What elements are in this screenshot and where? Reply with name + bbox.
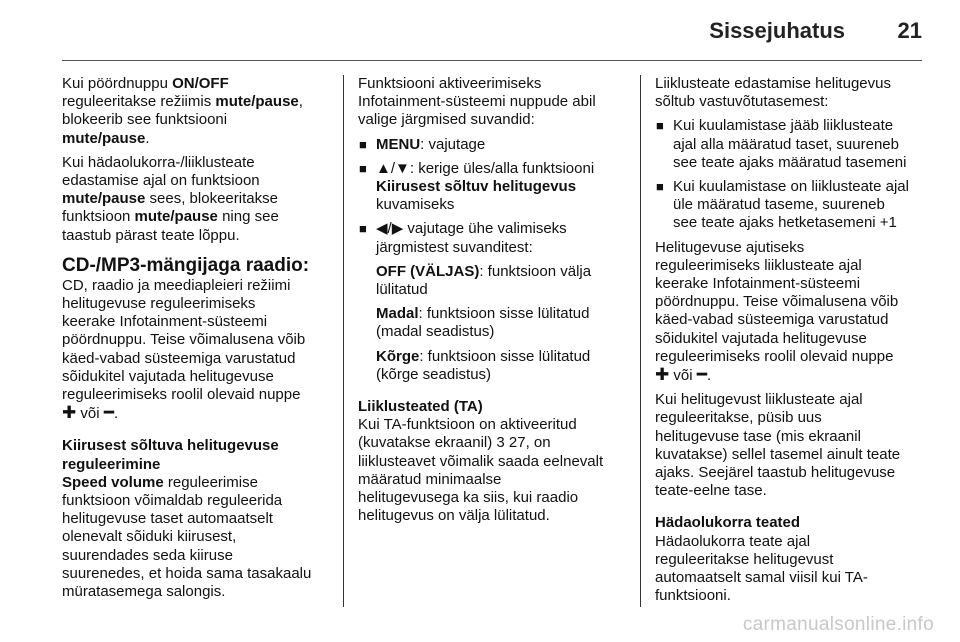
heading-cd-mp3-radio: CD-/MP3-mängijaga raadio: — [62, 254, 310, 276]
page-reference-icon[interactable]: 3 — [496, 434, 505, 452]
paragraph-emergency-mute: Kui hädaolukorra-/liiklusteate edastamise ajal on funktsioon mute/pause sees, blokeeritakse funktsioon mute/pause ning see taastub pärast teate lõppu. — [62, 153, 279, 244]
left-right-arrows-icon: ◀/▶ — [376, 220, 404, 238]
column-separator — [343, 75, 344, 607]
bullet-square-icon: ■ — [359, 136, 367, 152]
column-3 — [655, 75, 927, 611]
bullet-square-icon: ■ — [359, 221, 367, 237]
section-title: Sissejuhatus — [709, 18, 845, 43]
heading-speed-volume: Kiirusest sõltuva helitugevuse reguleerimine — [62, 437, 279, 473]
option-off: OFF (VÄLJAS): funktsioon välja lülitatud — [376, 262, 592, 299]
list-item: ■ ▲/▼: kerige üles/alla funktsiooni Kiirusest sõltuv helitugevus kuvamiseks — [359, 159, 595, 214]
option-low: Madal: funktsioon sisse lülitatud (madal seadistus) — [376, 305, 590, 341]
list-item: ■ Kui kuulamistase jääb liiklusteate ajal alla määratud taset, suureneb see teate ajaks määratud tasemeni — [656, 117, 907, 171]
column-separator — [640, 75, 641, 607]
page-number: 21 — [897, 18, 922, 43]
paragraph-ta-volume-intro: Liiklusteate edastamise helitugevus sõltub vastuvõtutasemest: — [655, 75, 891, 111]
paragraph-volume-adjust: CD, raadio ja meediapleieri režiimi helitugevuse reguleerimiseks keerake Infotainment-süsteemi pöördnuppu. Teise võimalusena võib käed-vabad süsteemiga varustatud sõidukitel vajutada helitugevuse reguleerimiseks roolil olevaid nuppe ✚ või ━. — [62, 276, 306, 423]
bullet-square-icon: ■ — [656, 118, 664, 134]
option-high: Kõrge: funktsioon sisse lülitatud (kõrge seadistus) — [376, 347, 591, 383]
column-2 — [358, 75, 636, 531]
paragraph-on-off: Kui pöördnuppu ON/OFF reguleeritakse režiimis mute/pause, blokeerib see funktsiooni mute/pause. — [62, 75, 303, 147]
paragraph-emergency-announcements: Hädaolukorra teate ajal reguleeritakse helitugevust automaatselt samal viisil kui TA- funktsiooni. — [655, 532, 868, 605]
plus-icon: ✚ — [655, 365, 670, 385]
bullet-square-icon: ■ — [359, 160, 367, 176]
heading-emergency-announcements: Hädaolukorra teated — [655, 514, 801, 532]
minus-icon: ━ — [696, 365, 708, 385]
page-header — [0, 0, 960, 62]
paragraph-volume-persist: Kui helitugevust liiklusteate ajal reguleeritakse, püsib uus helitugevuse tase (mis ekraanil kuvatakse) sellel tasemel ainult teate ajaks. Seejärel taastub helitugevuse teate-eelne tase. — [655, 391, 901, 500]
bullet-square-icon: ■ — [656, 179, 664, 195]
paragraph-temporary-volume: Helitugevuse ajutiseks reguleerimiseks liiklusteate ajal keerake Infotainment-süsteemi pöördnuppu. Teise võimalusena võib käed-vabad süsteemiga varustatud sõidukitel vajutada helitugevuse reguleerimiseks roolil olevaid nuppe ✚ või ━. — [655, 238, 899, 385]
list-item: ■ Kui kuulamistase on liiklusteate ajal üle määratud taseme, suureneb see teate ajaks hetketasemeni +1 — [656, 178, 909, 232]
list-item: ■ ◀/▶ vajutage ühe valimiseks järgmistest suvanditest: — [359, 220, 567, 256]
paragraph-speed-volume: Speed volume reguleerimise funktsioon võimaldab reguleerida helitugevuse taset automaatselt olenevalt sõiduki kiirusest, suurendades seda kiiruse suurenedes, et hoida sama tasakaalu müratasemega salongis. — [62, 473, 312, 601]
paragraph-activation-intro: Funktsiooni aktiveerimiseks Infotainment-süsteemi nuppude abil valige järgmised suvandid: — [358, 75, 596, 129]
list-item: ■ MENU: vajutage — [359, 135, 486, 153]
minus-icon: ━ — [103, 403, 115, 423]
plus-icon: ✚ — [62, 403, 77, 423]
column-1 — [62, 75, 334, 607]
paragraph-traffic-announcements: Kui TA-funktsioon on aktiveeritud (kuvatakse ekraanil) 3 27, on liiklusteavet võimalik saada eelnevalt määratud minimaalse helitugevusega ka siis, kui raadio helitugevus on välja lülitatud. — [358, 416, 604, 525]
up-down-arrows-icon: ▲/▼ — [376, 159, 410, 177]
watermark-text: carmanualsonline.info — [742, 614, 934, 635]
heading-traffic-announcements: Liiklusteated (TA) — [358, 398, 483, 416]
header-rule — [62, 60, 922, 61]
